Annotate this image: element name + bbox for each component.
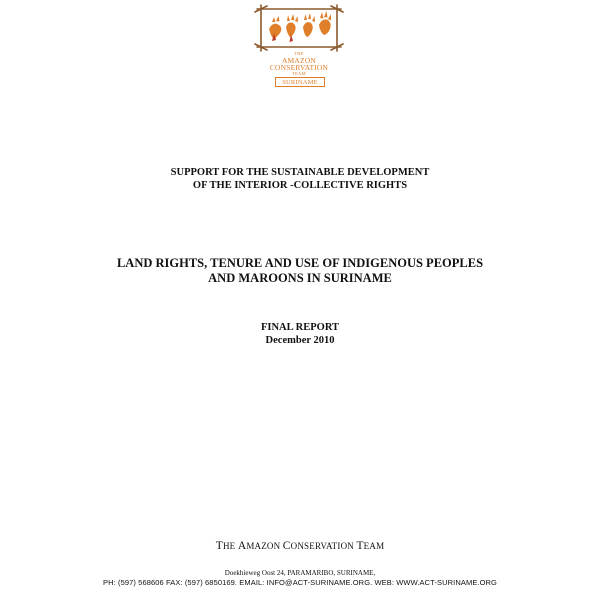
logo-team-text: TEAM [292,71,306,76]
logo-suriname-text: SURINAME [275,77,325,87]
org-the-rest: HE [222,541,238,551]
org-the-initial: T [215,540,223,552]
title-line-1: LAND RIGHTS, TENURE AND USE OF INDIGENOUS PEOPLES [116,256,484,270]
org-team-rest: EAM [363,541,385,551]
report-date: December 2010 [265,335,335,346]
report-label: FINAL REPORT [260,322,340,333]
org-amazon-initial: A [237,540,247,552]
title-line-2: AND MAROONS IN SURINAME [208,271,392,285]
subtitle-line-2: OF THE INTERIOR -COLLECTIVE RIGHTS [192,180,408,191]
org-conservation-initial: C [282,540,291,552]
logo-conservation-text: CONSERVATION [269,63,329,72]
act-logo [253,3,345,87]
footer-contact: PH: (597) 568606 FAX: (597) 6850169. EMAIL: INFO@ACT-SURINAME.ORG. WEB: WWW.ACT-SURINAME.ORG [103,578,497,587]
logo-the-text: THE [294,51,304,56]
org-conservation-rest: ONSERVATION [290,541,357,551]
subtitle-line-1: SUPPORT FOR THE SUSTAINABLE DEVELOPMENT [170,167,430,178]
subtitle-block [0,166,600,192]
org-amazon-rest: MAZON [246,541,283,551]
hands-frame-icon [253,3,345,53]
footer-address: Doekhieweg Oost 24, PARAMARIBO, SURINAME, [224,569,376,577]
document-title [0,256,600,286]
logo-amazon-text: AMAZON [281,56,317,65]
report-block [0,321,600,347]
org-team-initial: T [356,540,364,552]
footer-organization-name [0,540,600,552]
